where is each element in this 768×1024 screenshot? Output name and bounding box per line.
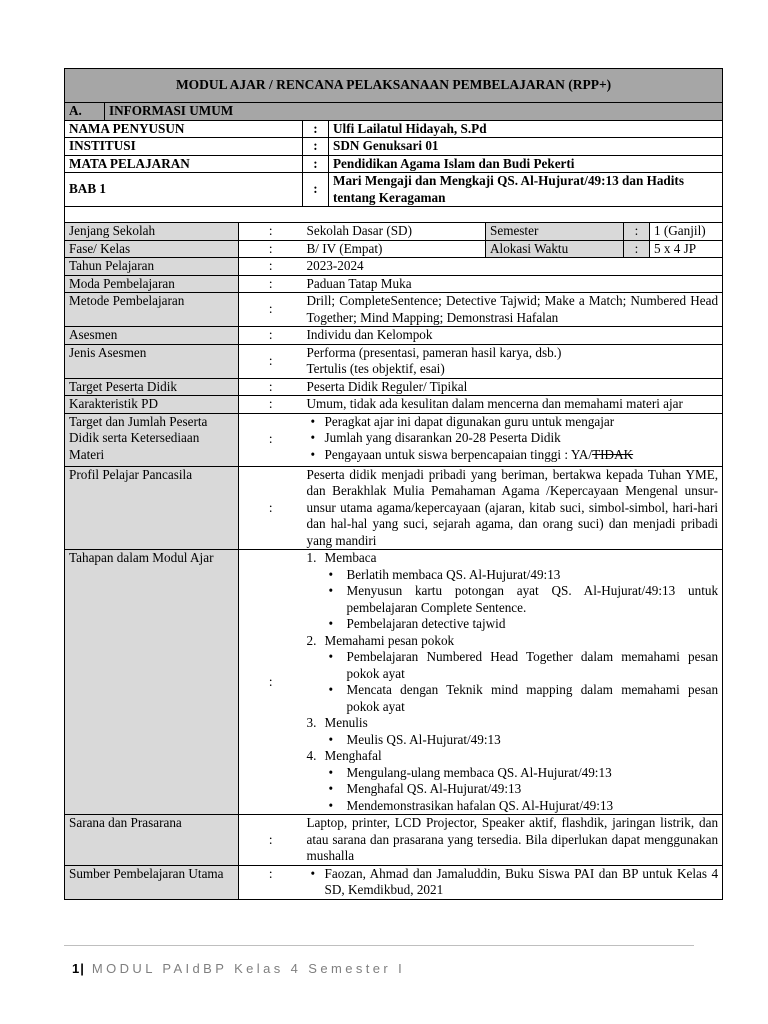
jenis-asesmen-label: Jenis Asesmen	[65, 344, 239, 378]
colon: :	[303, 120, 329, 138]
asesmen-value: Individu dan Kelompok	[303, 327, 723, 345]
colon: :	[239, 258, 303, 276]
tidak-struck-text: TIDAK	[592, 446, 634, 462]
metode-value: Drill; CompleteSentence; Detective Tajwid; Make a Match; Numbered Head Together; Mind Mapping; Demonstrasi Hafalan	[303, 293, 723, 327]
list-item: • Peragkat ajar ini dapat digunakan guru untuk mengajar	[307, 414, 719, 431]
colon: :	[239, 240, 303, 258]
list-item: • Faozan, Ahmad dan Jamaluddin, Buku Siswa PAI dan BP untuk Kelas 4 SD, Kemdikbud, 2021	[307, 866, 719, 899]
step-item	[307, 633, 719, 716]
colon: :	[239, 293, 303, 327]
colon: :	[239, 327, 303, 345]
section-letter: A.	[65, 103, 105, 121]
step-sublist	[307, 567, 719, 633]
karakteristik-label: Karakteristik PD	[65, 396, 239, 414]
jenjang-value: Sekolah Dasar (SD)	[303, 223, 486, 241]
jenis-asesmen-value	[303, 344, 723, 378]
jenis-asesmen-line: Performa (presentasi, pameran hasil karya, dsb.)	[306, 344, 562, 360]
list-item: • Berlatih membaca QS. Al-Hujurat/49:13	[307, 567, 719, 584]
moda-value: Paduan Tatap Muka	[303, 275, 723, 293]
page-footer	[72, 961, 405, 976]
tahun-label: Tahun Pelajaran	[65, 258, 239, 276]
asesmen-label: Asesmen	[65, 327, 239, 345]
list-item: • Menyusun kartu potongan ayat QS. Al-Hujurat/49:13 untuk pembelajaran Complete Sentence.	[307, 583, 719, 616]
list-item: • Mengulang-ulang membaca QS. Al-Hujurat/49:13	[307, 765, 719, 782]
bab-label: BAB 1	[65, 173, 303, 207]
mata-pelajaran-label: MATA PELAJARAN	[65, 155, 303, 173]
step-item	[307, 550, 719, 633]
sumber-value	[303, 865, 723, 899]
list-item: • Mencata dengan Teknik mind mapping dalam memahami pesan pokok ayat	[307, 682, 719, 715]
colon: :	[303, 155, 329, 173]
step-item	[307, 748, 719, 814]
bab-value: Mari Mengaji dan Mengkaji QS. Al-Hujurat/49:13 dan Hadits tentang Keragaman	[329, 173, 723, 207]
tahapan-label: Tahapan dalam Modul Ajar	[65, 550, 239, 815]
institusi-value: SDN Genuksari 01	[329, 138, 723, 156]
tahapan-value	[303, 550, 723, 815]
colon: :	[624, 240, 650, 258]
target-jumlah-value	[303, 413, 723, 466]
page-number: 1	[72, 961, 81, 976]
step-title: Menulis	[324, 715, 368, 730]
target-pd-value: Peserta Didik Reguler/ Tipikal	[303, 378, 723, 396]
colon: :	[239, 344, 303, 378]
step-sublist	[307, 732, 719, 749]
colon: :	[239, 550, 303, 815]
semester-label: Semester	[486, 223, 624, 241]
sumber-list	[307, 866, 719, 899]
colon: :	[303, 138, 329, 156]
alokasi-label: Alokasi Waktu	[486, 240, 624, 258]
target-jumlah-list	[307, 414, 719, 464]
target-pd-label: Target Peserta Didik	[65, 378, 239, 396]
step-title: Menghafal	[324, 748, 382, 763]
jenjang-label: Jenjang Sekolah	[65, 223, 239, 241]
footer-divider	[64, 945, 694, 946]
list-item: • Pembelajaran detective tajwid	[307, 616, 719, 633]
colon: :	[239, 223, 303, 241]
fase-value: B/ IV (Empat)	[303, 240, 486, 258]
alokasi-value: 5 x 4 JP	[650, 240, 723, 258]
footer-separator: |	[80, 961, 85, 976]
semester-value: 1 (Ganjil)	[650, 223, 723, 241]
colon: :	[239, 396, 303, 414]
nama-penyusun-label: NAMA PENYUSUN	[65, 120, 303, 138]
metode-label: Metode Pembelajaran	[65, 293, 239, 327]
jenis-asesmen-line: Tertulis (tes objektif, esai)	[306, 361, 445, 376]
sumber-label: Sumber Pembelajaran Utama	[65, 865, 239, 899]
step-sublist	[307, 649, 719, 715]
spacer-row	[65, 207, 723, 223]
moda-label: Moda Pembelajaran	[65, 275, 239, 293]
colon: :	[239, 275, 303, 293]
fase-label: Fase/ Kelas	[65, 240, 239, 258]
colon: :	[624, 223, 650, 241]
step-title: Memahami pesan pokok	[324, 632, 455, 648]
mata-pelajaran-value: Pendidikan Agama Islam dan Budi Pekerti	[329, 155, 723, 173]
step-item	[307, 715, 719, 748]
nama-penyusun-value: Ulfi Lailatul Hidayah, S.Pd	[329, 120, 723, 138]
profil-label: Profil Pelajar Pancasila	[65, 466, 239, 550]
tahun-value: 2023-2024	[303, 258, 723, 276]
document-title: MODUL AJAR / RENCANA PELAKSANAAN PEMBELAJARAN (RPP+)	[65, 69, 723, 103]
list-item: • Mendemonstrasikan hafalan QS. Al-Hujurat/49:13	[307, 798, 719, 815]
profil-value: Peserta didik menjadi pribadi yang beriman, bertakwa kepada Tuhan YME, dan Berakhlak Mulia Pemahaman Agama /Kepercayaan Mengenal unsur-unsur utama agama/kepercayaan (ajaran, kitab suci, simbol-simbol, hari-hari dan hal-hal yang suci, sejarah agama, dan orang suci) dan menjadi pribadi yang mandiri	[303, 466, 723, 550]
step-title: Membaca	[324, 550, 377, 565]
step-sublist	[307, 765, 719, 815]
step-number: 3.	[306, 715, 317, 730]
list-item	[307, 447, 719, 464]
step-number: 1.	[306, 550, 317, 565]
tahapan-steps	[307, 550, 719, 814]
colon: :	[239, 865, 303, 899]
list-item: • Pembelajaran Numbered Head Together dalam memahami pesan pokok ayat	[307, 649, 719, 682]
footer-text: MODUL PAIdBP Kelas 4 Semester I	[91, 961, 406, 976]
document-page	[64, 68, 722, 900]
sarana-label: Sarana dan Prasarana	[65, 815, 239, 866]
colon: :	[239, 815, 303, 866]
institusi-label: INSTITUSI	[65, 138, 303, 156]
rpp-table	[64, 68, 723, 900]
pengayaan-text: Pengayaan untuk siswa berpencapaian tinggi : YA/	[324, 446, 593, 462]
sarana-value: Laptop, printer, LCD Projector, Speaker aktif, flashdik, jaringan listrik, dan atau sarana dan prasarana yang tersedia. Bila diperlukan dapat menggunakan mushalla	[303, 815, 723, 866]
karakteristik-value: Umum, tidak ada kesulitan dalam mencerna dan memahami materi ajar	[303, 396, 723, 414]
colon: :	[239, 413, 303, 466]
list-item: • Jumlah yang disarankan 20-28 Peserta Didik	[307, 430, 719, 447]
target-jumlah-label: Target dan Jumlah Peserta Didik serta Ketersediaan Materi	[65, 413, 239, 466]
list-item: • Meulis QS. Al-Hujurat/49:13	[307, 732, 719, 749]
step-number: 2.	[306, 632, 317, 648]
list-item: • Menghafal QS. Al-Hujurat/49:13	[307, 781, 719, 798]
colon: :	[239, 378, 303, 396]
section-title: INFORMASI UMUM	[105, 103, 723, 121]
step-number: 4.	[306, 748, 317, 763]
colon: :	[239, 466, 303, 550]
colon: :	[303, 173, 329, 207]
